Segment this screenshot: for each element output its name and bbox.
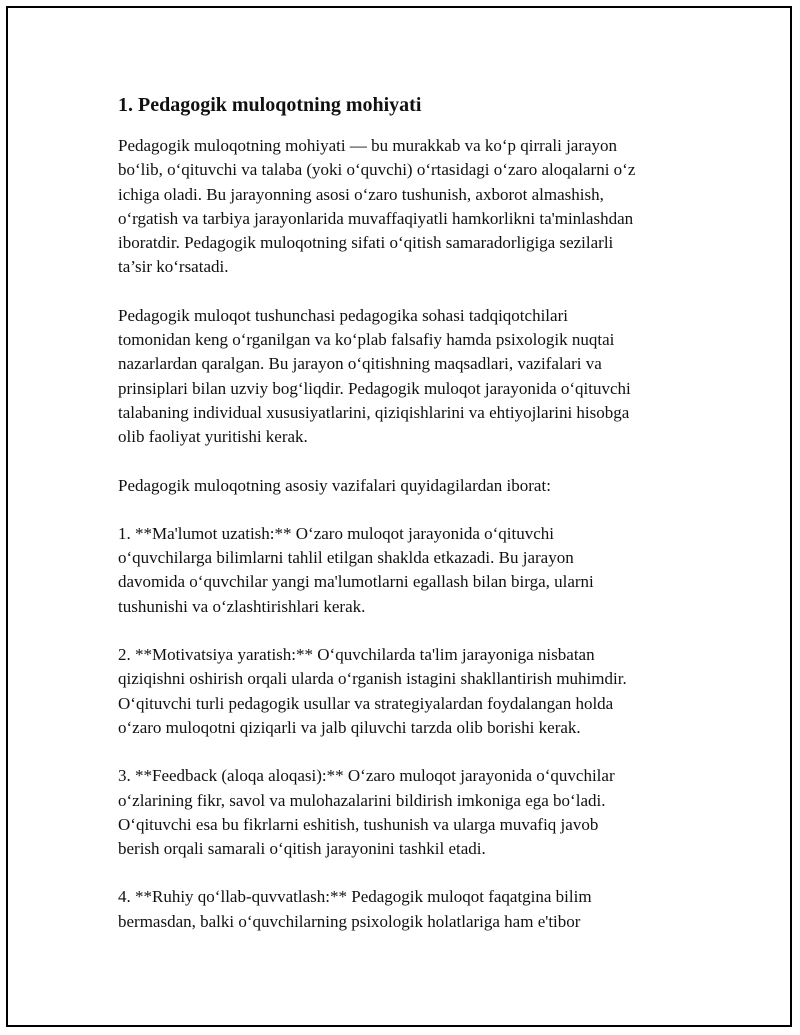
list-item-2: 2. **Motivatsiya yaratish:** Oʻquvchilarda ta'lim jarayoniga nisbatan qiziqishni oshirish orqali ularda oʻrganish istagini shakllantirish muhimdir. Oʻqituvchi turli pedagogik usullar va strategiyalardan foydalangan holda oʻzaro muloqotni qiziqarli va jalb qiluvchi tarzda olib borishi kerak. [118,645,627,737]
paragraph-intro: Pedagogik muloqotning mohiyati — bu murakkab va koʻp qirrali jarayon boʻlib, oʻqituvchi va talaba (yoki oʻquvchi) oʻrtasidagi oʻzaro aloqalarni oʻz ichiga oladi. Bu jarayonning asosi oʻzaro tushunish, axborot almashish, oʻrgatish va tarbiya jarayonlarida muvaffaqiyatli hamkorlikni ta'minlashdan iboratdir. Pedagogik muloqotning sifati oʻqitish samaradorligiga sezilarli ta’sir koʻrsatadi. [118,136,636,277]
list-item-3: 3. **Feedback (aloqa aloqasi):** Oʻzaro muloqot jarayonida oʻquvchilar oʻzlarining fikr, savol va mulohazalarini bildirish imkoniga ega boʻladi. Oʻqituvchi esa bu fikrlarni eshitish, tushunish va ularga muvafiq javob berish orqali samarali oʻqitish jarayonini tashkil etadi. [118,766,615,859]
paragraph-tasks-intro: Pedagogik muloqotning asosiy vazifalari quyidagilardan iborat: [118,475,551,495]
list-item-1: 1. **Ma'lumot uzatish:** Oʻzaro muloqot jarayonida oʻqituvchi oʻquvchilarga bilimlarni tahlil etilgan shaklda etkazadi. Bu jarayon davomida oʻquvchilar yangi ma'lumotlarni egallash bilan birga, ularni tushunishi va oʻzlashtirishlari kerak. [118,523,594,616]
section-title: 1. Pedagogik muloqotning mohiyati [118,94,422,116]
document-body [118,90,692,958]
list-item-4: 4. **Ruhiy qoʻllab-quvvatlash:** Pedagogik muloqot faqatgina bilim bermasdan, balki oʻquvchilarning psixologik holatlariga ham e'tibor [118,887,592,931]
paragraph-concept: Pedagogik muloqot tushunchasi pedagogika sohasi tadqiqotchilari tomonidan keng oʻrganilgan va koʻplab falsafiy hamda psixologik nuqtai nazarlardan qaralgan. Bu jarayon oʻqitishning maqsadlari, vazifalari va prinsiplari bilan uzviy bogʻliqdir. Pedagogik muloqot jarayonida oʻqituvchi talabaning individual xususiyatlarini, qiziqishlarini va ehtiyojlarini hisobga olib faoliyat yuritishi kerak. [118,305,631,447]
